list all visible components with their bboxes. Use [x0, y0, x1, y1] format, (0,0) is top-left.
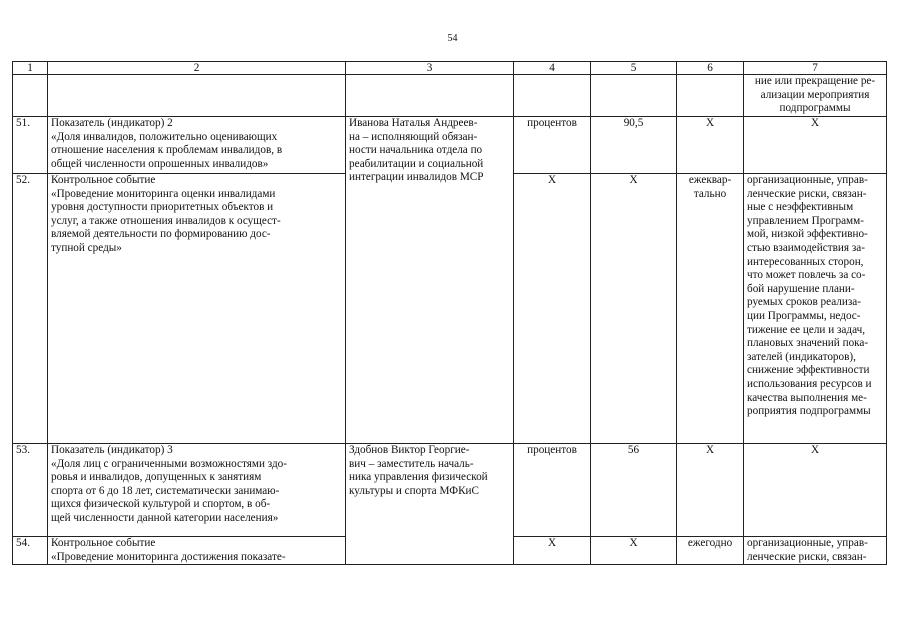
header-row [13, 62, 887, 75]
header-cell: 7 [744, 62, 887, 75]
risks-cell: организационные, управ- ленческие риски, связан- ные с неэффективным управлением Программ- мой, низкой эффективно- стью взаимодействия за- интересованных сторон, что может повлечь за со- бой нарушение плани- руемых сроков реализа- ции Программы, недос- тижение ее цели и задач, плановых значений пока- зателей (индикаторов), снижение эффективности использования ресурсов и качества выполнения ме- роприятия подпрограммы [744, 174, 887, 444]
row-number: 52. [13, 174, 48, 444]
description-cell: Контрольное событие «Проведение мониторинга оценки инвалидами уровня доступности приоритетных объектов и услуг, а также отношения инвалидов к осущест- вляемой деятельности по формированию дос- тупной среды» [48, 174, 346, 444]
risks-cell: ние или прекращение ре- ализации мероприятия подпрограммы [744, 75, 887, 117]
row-number: 51. [13, 117, 48, 174]
period-cell: Х [677, 444, 744, 537]
value-cell: 56 [591, 444, 677, 537]
value-cell: 90,5 [591, 117, 677, 174]
table-row [13, 75, 887, 117]
row-number: 54. [13, 537, 48, 565]
value-cell: Х [591, 174, 677, 444]
table-row [13, 117, 887, 174]
header-cell: 2 [48, 62, 346, 75]
description-cell: Контрольное событие «Проведение мониторинга достижения показате- [48, 537, 346, 565]
header-cell: 6 [677, 62, 744, 75]
page-number: 54 [447, 33, 458, 44]
table-row [13, 444, 887, 537]
description-cell: Показатель (индикатор) 2 «Доля инвалидов, положительно оценивающих отношение населения к проблемам инвалидов, в общей численности опрошенных инвалидов» [48, 117, 346, 174]
indicators-table [12, 61, 887, 565]
period-cell: Х [677, 117, 744, 174]
responsible-cell: Иванова Наталья Андреев- на – исполняющий обязан- ности начальника отдела по реабилитации и социальной интеграции инвалидов МСР [346, 117, 514, 444]
unit-cell: Х [514, 537, 591, 565]
risks-cell: организационные, управ- ленческие риски, связан- [744, 537, 887, 565]
header-cell: 5 [591, 62, 677, 75]
unit-cell: процентов [514, 444, 591, 537]
period-cell: ежегодно [677, 537, 744, 565]
header-cell: 3 [346, 62, 514, 75]
value-cell: Х [591, 537, 677, 565]
risks-cell: Х [744, 444, 887, 537]
row-number: 53. [13, 444, 48, 537]
description-cell: Показатель (индикатор) 3 «Доля лиц с ограниченными возможностями здо- ровья и инвалидов, допущенных к занятиям спорта от 6 до 18 лет, систематически занимаю- щихся физической культурой и спортом, в об- щей численности данной категории населения» [48, 444, 346, 537]
responsible-cell: Здобнов Виктор Георгие- вич – заместитель началь- ника управления физической культуры и спорта МФКиС [346, 444, 514, 565]
period-cell: ежеквар- тально [677, 174, 744, 444]
header-cell: 4 [514, 62, 591, 75]
unit-cell: процентов [514, 117, 591, 174]
risks-cell: Х [744, 117, 887, 174]
header-cell: 1 [13, 62, 48, 75]
unit-cell: Х [514, 174, 591, 444]
